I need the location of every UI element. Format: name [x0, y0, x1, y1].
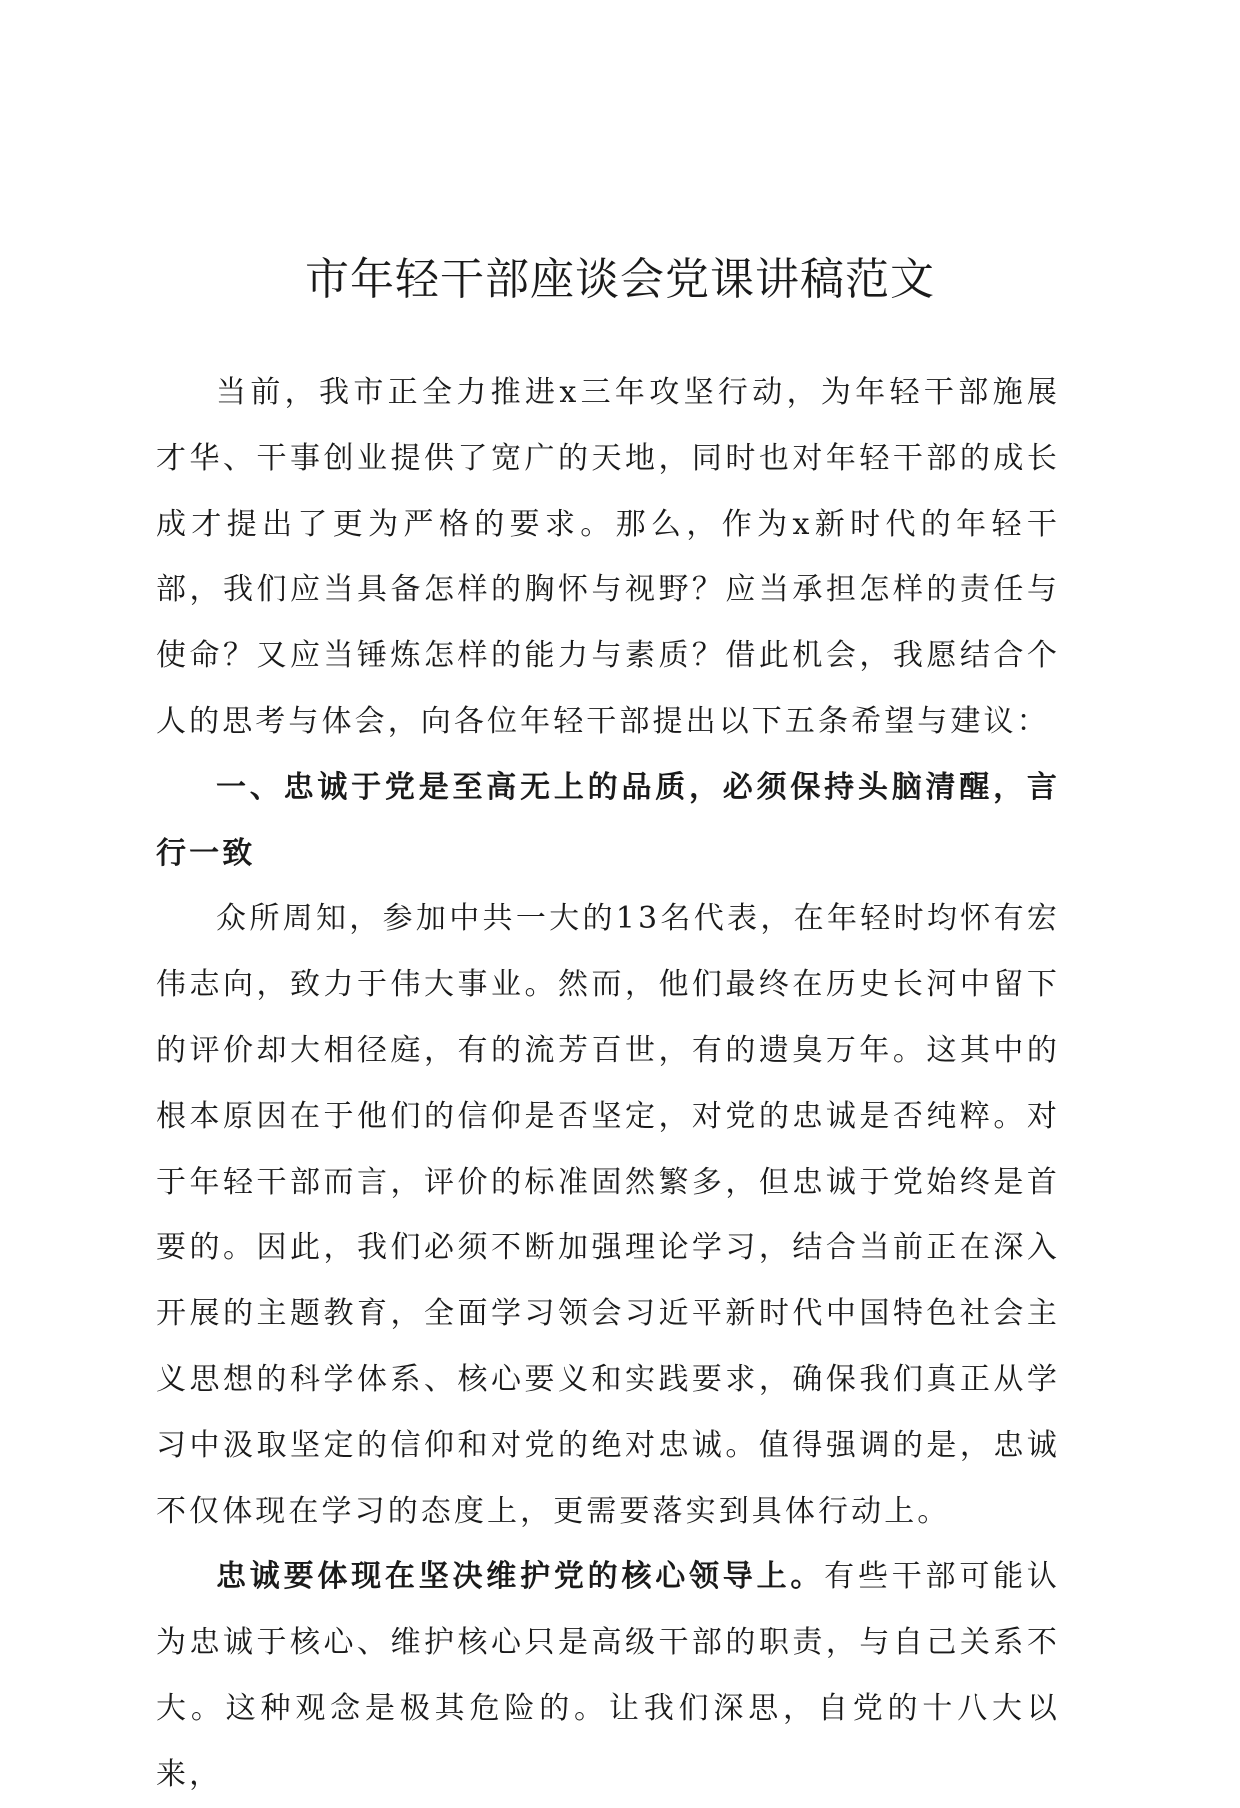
paragraph-lead-sentence: 忠诚要体现在坚决维护党的核心领导上。 — [216, 1559, 825, 1595]
intro-paragraph: 当前，我市正全力推进x三年攻坚行动，为年轻干部施展才华、干事创业提供了宽广的天地，同时也对年轻干部的成长成才提出了更为严格的要求。那么，作为x新时代的年轻干部，我们应当具备怎样的胸怀与视野？应当承担怎样的责任与使命？又应当锤炼怎样的能力与素质？借此机会，我愿结合个人的思考与体会，向各位年轻干部提出以下五条希望与建议： — [156, 375, 1060, 739]
section-1-paragraph-1: 众所周知，参加中共一大的13名代表，在年轻时均怀有宏伟志向，致力于伟大事业。然而，他们最终在历史长河中留下的评价却大相径庭，有的流芳百世，有的遗臭万年。这其中的根本原因在于他们的信仰是否坚定，对党的忠诚是否纯粹。对于年轻干部而言，评价的标准固然繁多，但忠诚于党始终是首要的。因此，我们必须不断加强理论学习，结合当前正在深入开展的主题教育，全面学习领会习近平新时代中国特色社会主义思想的科学体系、核心要义和实践要求，确保我们真正从学习中汲取坚定的信仰和对党的绝对忠诚。值得强调的是，忠诚不仅体现在学习的态度上，更需要落实到具体行动上。 — [156, 901, 1060, 1529]
section-heading-1: 一、忠诚于党是至高无上的品质，必须保持头脑清醒，言行一致 — [156, 769, 1060, 871]
paragraph-body-text: 有些干部可能认为忠诚于核心、维护核心只是高级干部的职责，与自己关系不大。这种观念是极其危险的。让我们深思，自党的十八大以来， — [156, 1559, 1060, 1792]
document-title: 市年轻干部座谈会党课讲稿范文 — [305, 254, 935, 305]
section-1-paragraph-2 — [156, 1544, 1060, 1807]
document-body — [156, 360, 1060, 1808]
